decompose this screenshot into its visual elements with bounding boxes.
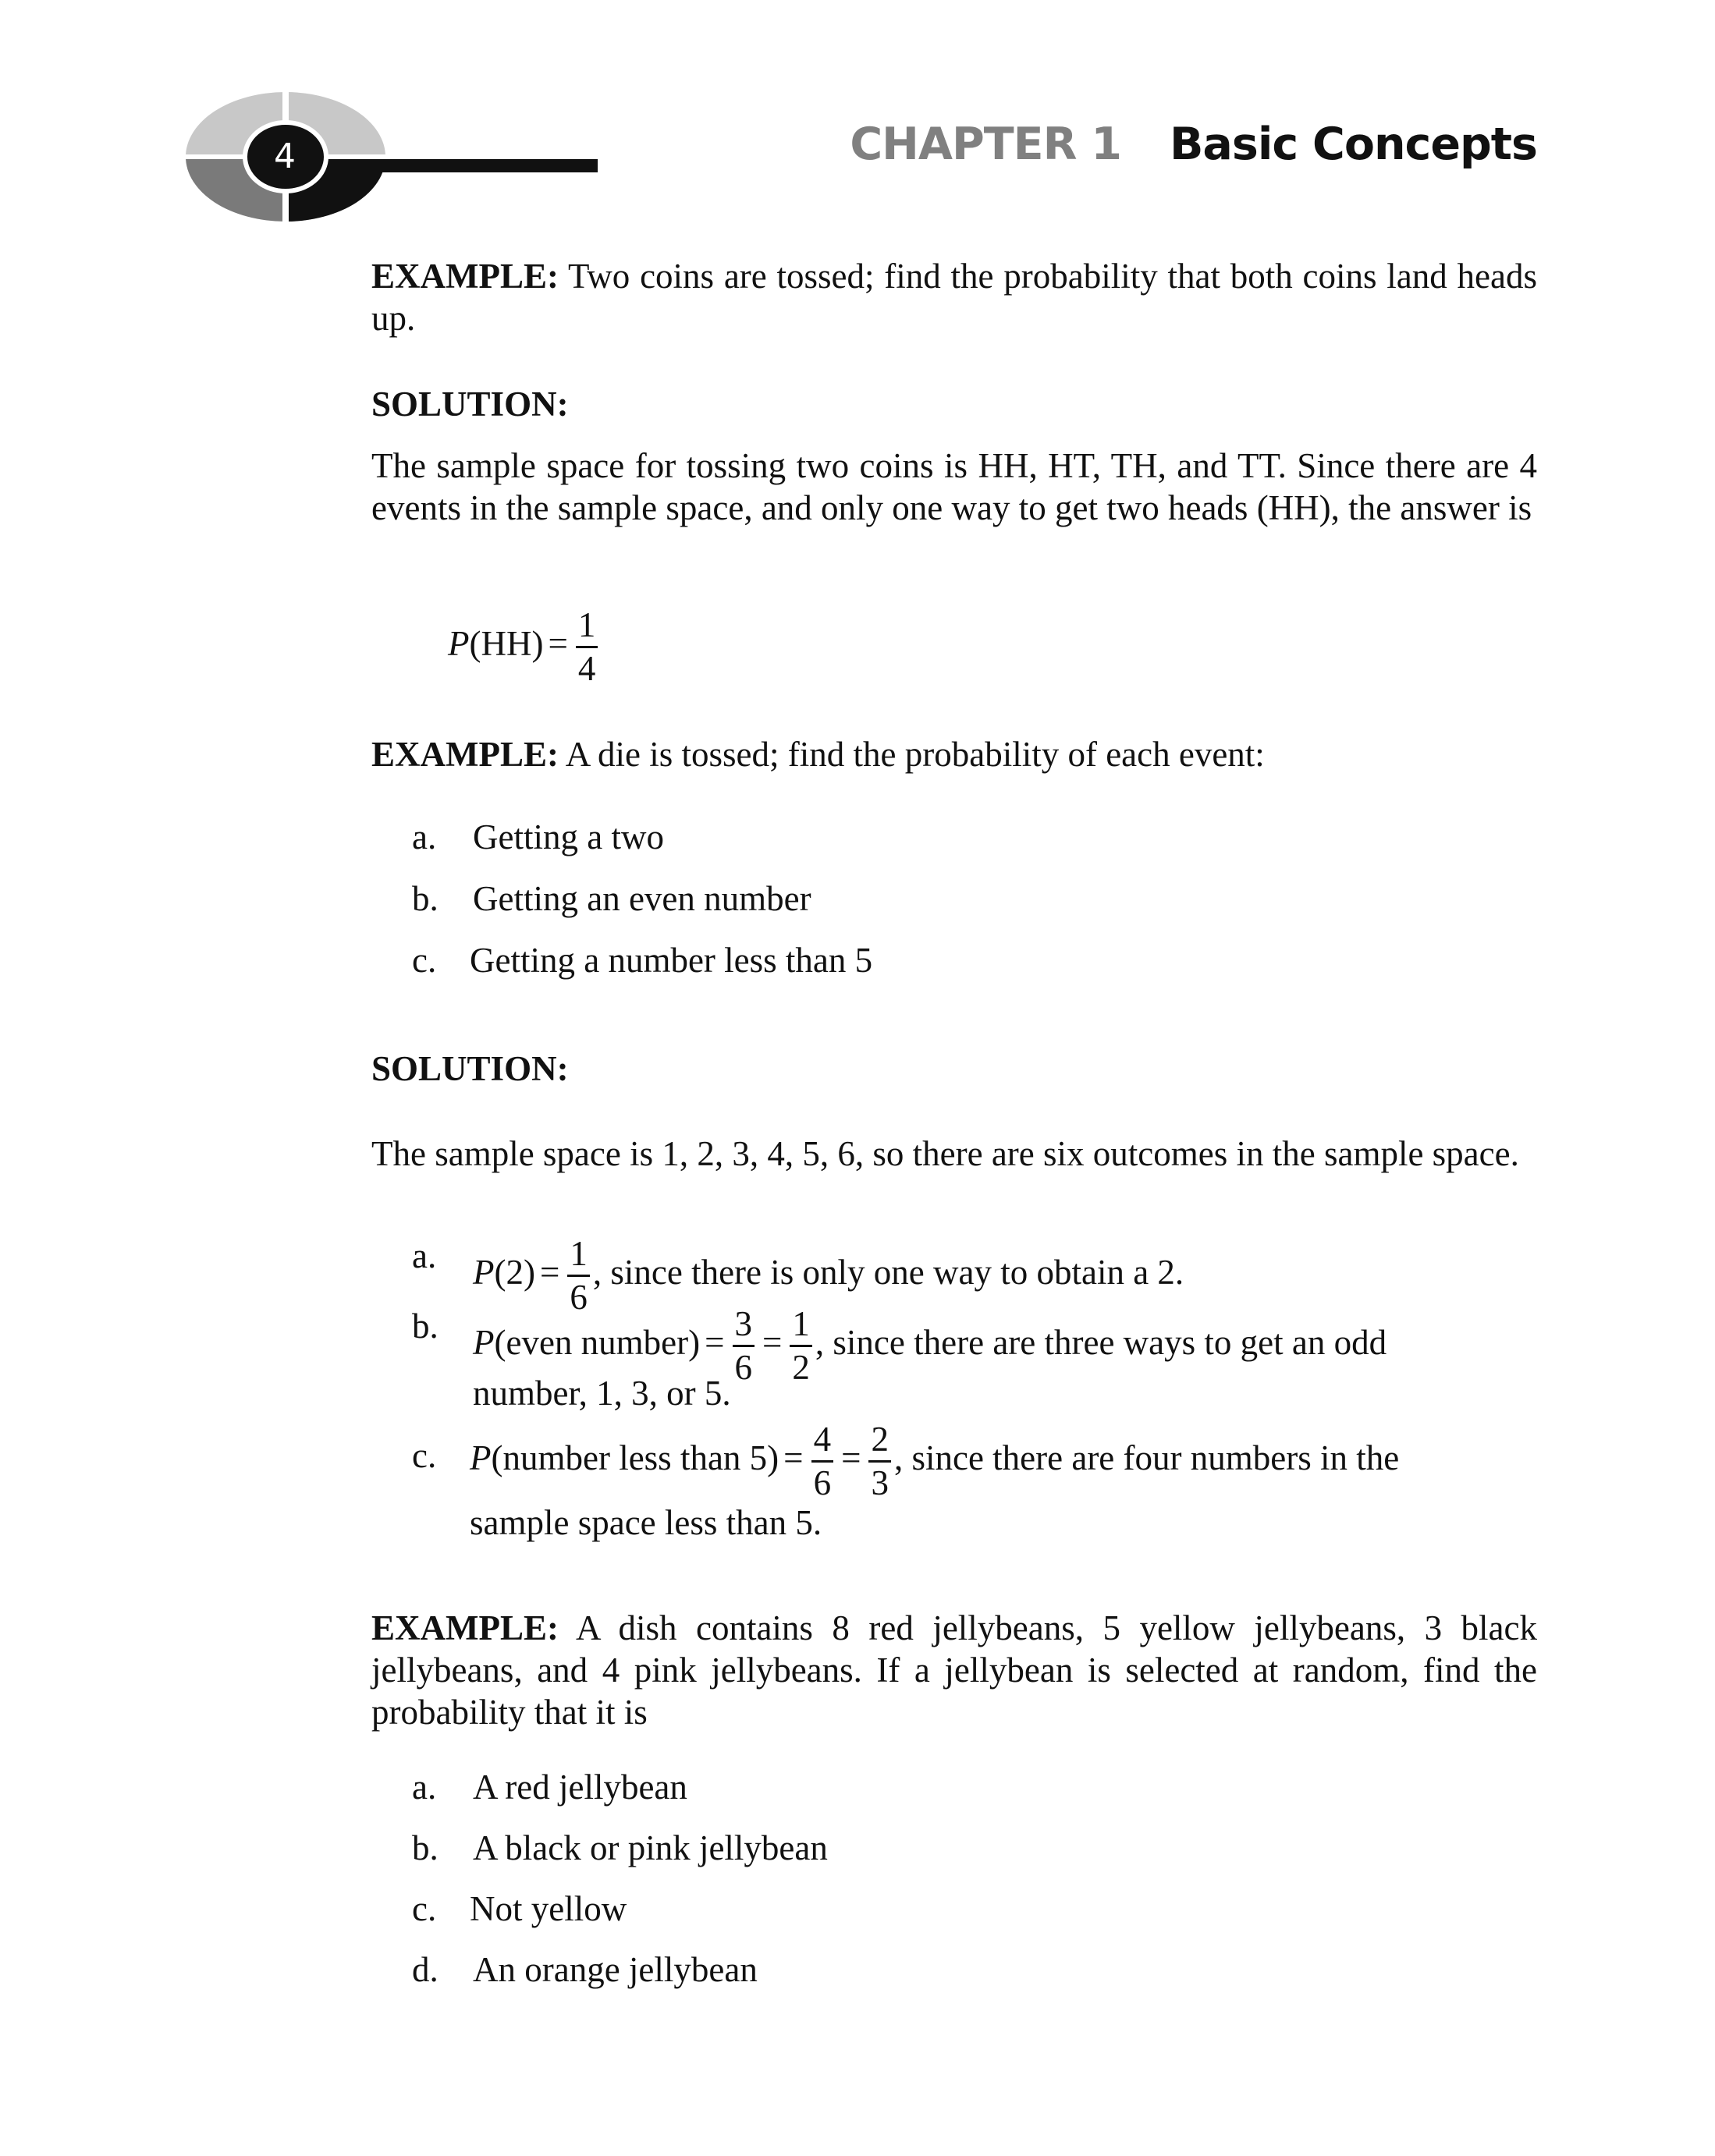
denominator: 2 (792, 1348, 810, 1388)
example-body: A dish contains 8 red jellybeans, 5 yellow jellybeans, 3 black jellybeans, and 4 pink jellybeans. If a jellybean is selected at random, find the probability that it is (371, 1608, 1537, 1732)
running-header (850, 119, 1537, 170)
page-number: 4 (274, 137, 296, 176)
denominator: 6 (813, 1463, 832, 1503)
list-marker: b. (412, 1828, 439, 1867)
numerator: 4 (811, 1421, 834, 1463)
list-text: Getting a number less than 5 (470, 941, 873, 980)
solution-1-heading: SOLUTION: (371, 385, 569, 424)
answer-marker: a. (412, 1236, 437, 1275)
chapter-label: CHAPTER 1 (850, 119, 1121, 170)
numerator: 2 (868, 1421, 891, 1463)
answer-c-expression (470, 1421, 1399, 1502)
prob-arg: (2) (494, 1253, 535, 1293)
list-text: Getting a two (473, 817, 664, 856)
list-text: An orange jellybean (473, 1950, 758, 1989)
list-marker: d. (412, 1950, 439, 1989)
list-marker: a. (412, 1768, 437, 1807)
list-text: A red jellybean (473, 1768, 687, 1807)
answer-b-continuation: number, 1, 3, or 5. (473, 1374, 731, 1413)
prob-arg: (even number) (494, 1323, 701, 1363)
example-label: EXAMPLE: (371, 257, 559, 296)
example-body: Two coins are tossed; find the probability that both coins land heads up. (371, 257, 1537, 338)
example-label: EXAMPLE: (371, 735, 559, 774)
answer-a-expression (473, 1236, 1184, 1317)
list-marker: b. (412, 879, 439, 918)
denominator: 6 (570, 1278, 588, 1317)
answer-text: , since there are four numbers in the (893, 1438, 1400, 1478)
numerator: 1 (790, 1306, 812, 1347)
list-text: Getting an even number (473, 879, 811, 918)
numerator: 1 (576, 607, 598, 648)
example-2-text (371, 733, 1537, 775)
solution-1-text: The sample space for tossing two coins is HH, HT, TH, and TT. Since there are 4 events in the sample space, and only one way to get two heads (HH), the answer is (371, 446, 1537, 527)
chapter-title: Basic Concepts (1169, 119, 1537, 170)
denominator: 3 (871, 1463, 889, 1503)
answer-text: , since there are three ways to get an odd (815, 1323, 1387, 1363)
numerator: 1 (567, 1236, 590, 1277)
fraction (576, 607, 598, 688)
numerator: 3 (733, 1306, 755, 1347)
fraction (811, 1421, 834, 1502)
list-marker: c. (412, 941, 437, 980)
fraction (733, 1306, 755, 1387)
equals-sign: = (841, 1438, 861, 1478)
solution-2-text: The sample space is 1, 2, 3, 4, 5, 6, so there are six outcomes in the sample space. (371, 1134, 1519, 1173)
denominator: 6 (734, 1348, 753, 1388)
example-label: EXAMPLE: (371, 1608, 559, 1647)
prob-arg: (HH) (469, 624, 544, 664)
example-1-text (371, 255, 1537, 339)
fraction (567, 1236, 590, 1317)
answer-c (412, 1435, 436, 1476)
example-3-text (371, 1607, 1537, 1733)
equals-sign: = (705, 1323, 725, 1363)
answer-c-continuation: sample space less than 5. (470, 1503, 822, 1542)
equals-sign: = (548, 624, 568, 664)
fraction (790, 1306, 812, 1387)
answer-a (412, 1236, 436, 1276)
prob-func: P (473, 1253, 495, 1293)
prob-func: P (473, 1323, 495, 1363)
answer-b (412, 1306, 439, 1346)
fraction (868, 1421, 891, 1502)
solution-2-heading: SOLUTION: (371, 1049, 569, 1088)
list-marker: c. (412, 1889, 437, 1928)
example-body: A die is tossed; find the probability of each event: (559, 735, 1265, 774)
answer-text: , since there is only one way to obtain a 2. (592, 1253, 1184, 1293)
equals-sign: = (539, 1253, 560, 1293)
list-text: A black or pink jellybean (473, 1828, 828, 1867)
header-rule (373, 159, 598, 172)
prob-func: P (448, 624, 470, 664)
equation-hh (448, 607, 601, 688)
equals-sign: = (783, 1438, 804, 1478)
prob-func: P (470, 1438, 492, 1478)
equals-sign: = (762, 1323, 783, 1363)
list-text: Not yellow (470, 1889, 627, 1928)
list-marker: a. (412, 817, 437, 856)
prob-arg: (number less than 5) (491, 1438, 779, 1478)
answer-marker: b. (412, 1307, 439, 1346)
denominator: 4 (577, 649, 596, 689)
answer-marker: c. (412, 1436, 437, 1475)
